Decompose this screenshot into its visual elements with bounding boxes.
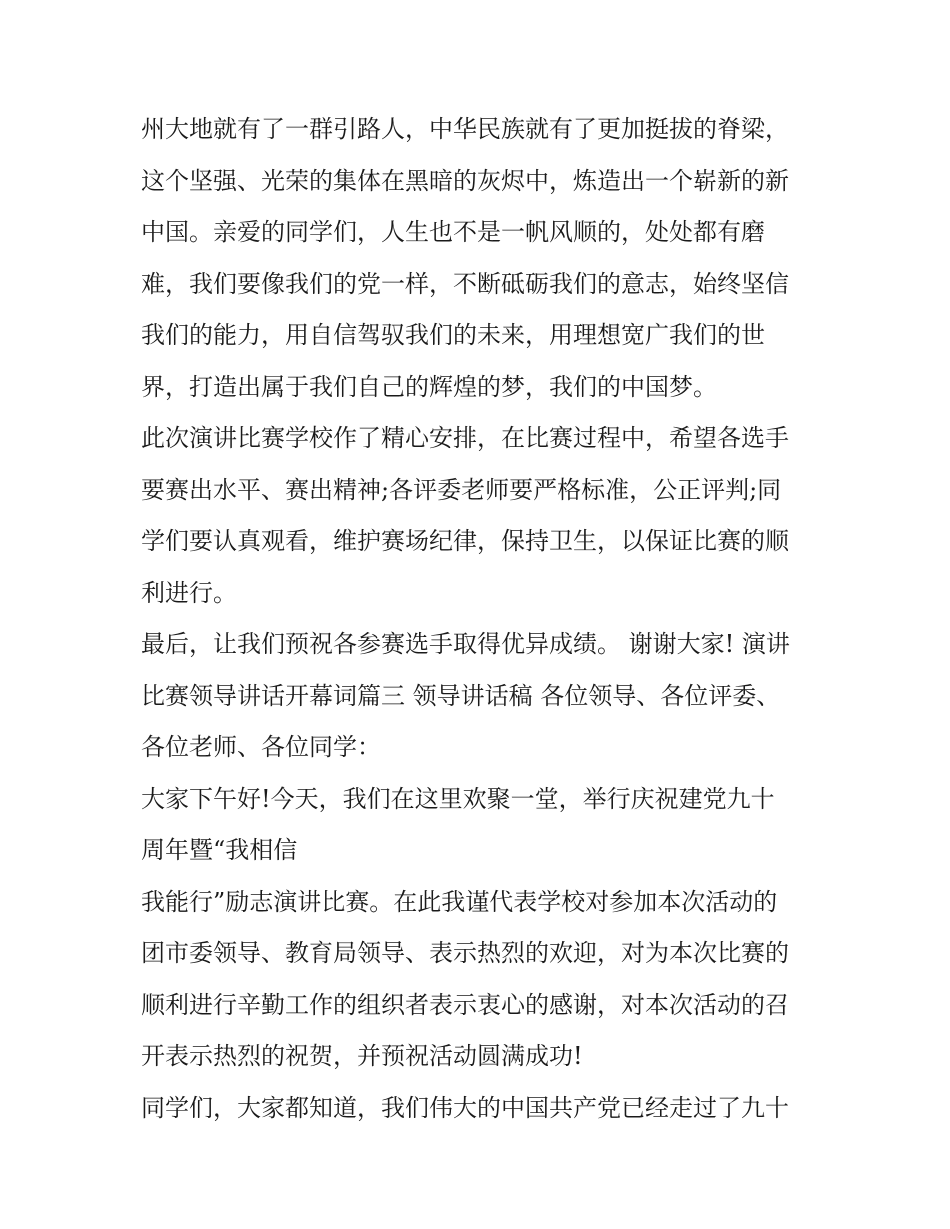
text-line: 利进行。 [141,578,237,607]
text-line: 要赛出水平、赛出精神;各评委老师要严格标准，公正评判;同 [141,475,782,504]
text-line: 顺利进行辛勤工作的组织者表示衷心的感谢，对本次活动的召 [141,990,789,1019]
text-line: 州大地就有了一群引路人，中华民族就有了更加挺拔的脊梁， [141,115,789,143]
text-line: 我们的能力，用自信驾驭我们的未来，用理想宽广我们的世 [141,321,765,349]
text-line: 界，打造出属于我们自己的辉煌的梦，我们的中国梦。 [141,372,717,401]
text-line: 比赛领导讲话开幕词篇三 领导讲话稿 各位领导、各位评委、 [141,681,781,710]
text-line: 开表示热烈的祝贺，并预祝活动圆满成功! [141,1042,583,1070]
text-line: 各位老师、各位同学： [141,733,381,761]
text-line: 学们要认真观看，维护赛场纪律，保持卫生，以保证比赛的顺 [141,527,789,555]
text-line: 大家下午好!今天，我们在这里欢聚一堂，举行庆祝建党九十 [141,784,775,813]
text-line: 同学们，大家都知道，我们伟大的中国共产党已经走过了九十 [141,1093,789,1122]
text-line: 周年暨“我相信 [141,836,298,864]
text-line: 这个坚强、光荣的集体在黑暗的灰烬中，炼造出一个崭新的新 [141,166,789,195]
text-line: 我能行”励志演讲比赛。在此我谨代表学校对参加本次活动的 [141,887,778,916]
text-line: 中国。亲爱的同学们，人生也不是一帆风顺的，处处都有磨 [141,218,765,246]
text-line: 团市委领导、教育局领导、表示热烈的欢迎，对为本次比赛的 [141,939,789,967]
text-line: 难，我们要像我们的党一样，不断砥砺我们的意志，始终坚信 [141,269,789,298]
text-line: 最后，让我们预祝各参赛选手取得优异成绩。 谢谢大家! 演讲 [141,630,790,658]
text-line: 此次演讲比赛学校作了精心安排，在比赛过程中，希望各选手 [141,424,789,452]
body-text [141,104,821,1134]
